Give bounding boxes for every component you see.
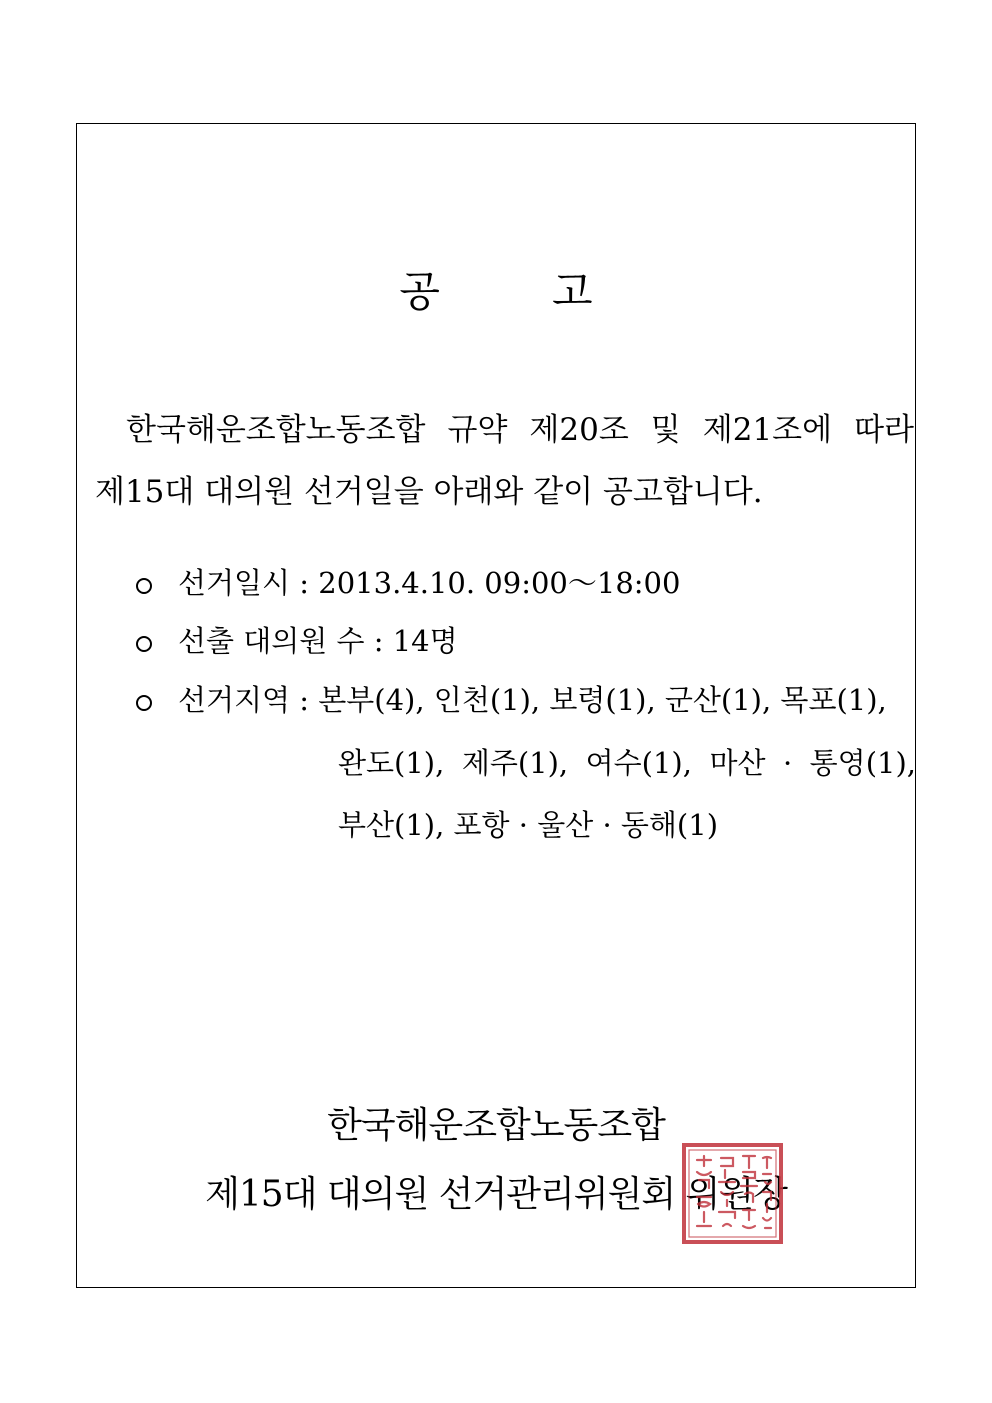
bullet-circle-icon: [136, 636, 152, 652]
item-delegate-count: 선출 대의원 수 : 14명: [178, 624, 458, 658]
notice-title: [0, 262, 992, 322]
title-left-char: 공: [399, 267, 440, 316]
signature-title: 제15대 대의원 선거관리위원회 위원장: [205, 1174, 787, 1215]
regions-line-3: 부산(1), 포항 · 울산 · 동해(1): [338, 808, 719, 842]
official-seal-stamp: [681, 1142, 784, 1245]
signature-organization: 한국해운조합노동조합: [327, 1105, 665, 1146]
bullet-circle-icon: [136, 695, 152, 711]
regions-line-2: 완도(1), 제주(1), 여수(1), 마산 · 통영(1),: [338, 746, 916, 780]
bullet-circle-icon: [136, 578, 152, 594]
intro-line-1: 한국해운조합노동조합 규약 제20조 및 제21조에 따라: [126, 412, 914, 448]
title-right-char: 고: [552, 267, 593, 316]
item-election-regions: 선거지역 : 본부(4), 인천(1), 보령(1), 군산(1), 목포(1),: [178, 683, 887, 717]
intro-line-2: 제15대 대의원 선거일을 아래와 같이 공고합니다.: [95, 474, 763, 510]
item-election-datetime: 선거일시 : 2013.4.10. 09:00～18:00: [178, 566, 681, 600]
